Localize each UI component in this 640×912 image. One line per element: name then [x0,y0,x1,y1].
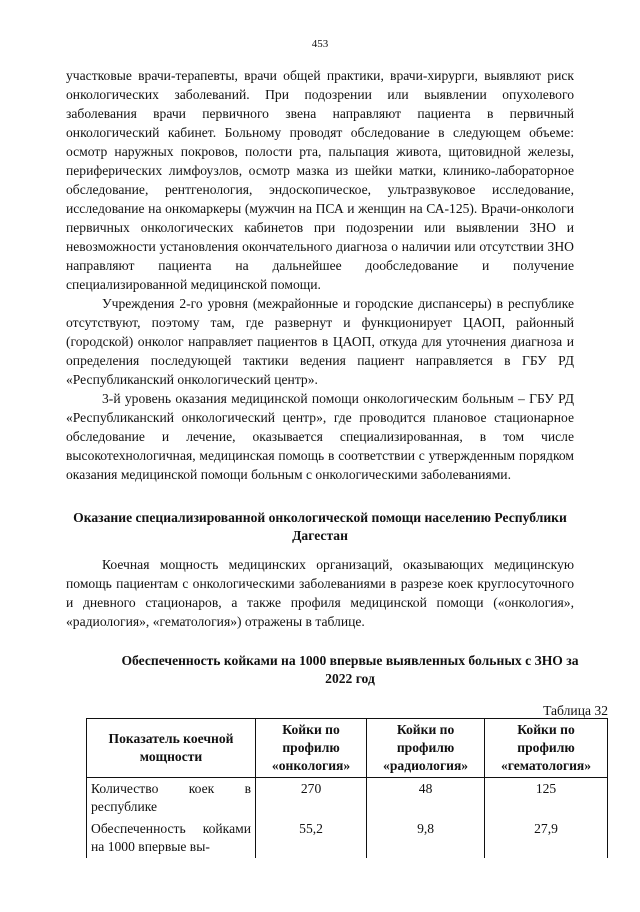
table-row [87,778,608,819]
table-caption: Таблица 32 [543,703,608,718]
table-row [87,818,608,858]
table-header-row [87,719,608,778]
section-paragraph: Коечная мощность медицинских организаций, оказывающих медицинскую помощь пациентам с онкологическими заболеваниями в разрезе коек круглосуточного и дневного стационаров, а также профиля медицинской помощи («онкология», «радиология», «гематология») отражены в таблице. [66,557,574,629]
cell-radiology: 48 [367,778,485,819]
row-label: Количество коек в республике [87,778,256,819]
page-number: 453 [311,38,329,50]
cell-radiology: 9,8 [367,818,485,858]
cell-oncology: 270 [256,778,367,819]
intro-text [66,66,574,484]
section-heading: Оказание специализированной онкологической помощи населению Республики Дагестан [73,510,567,543]
table-heading: Обеспеченность койками на 1000 впервые выявленных больных с ЗНО за 2022 год [121,653,579,686]
header-oncology: Койки по профилю «онкология» [256,719,367,778]
paragraph-2: Учреждения 2-го уровня (межрайонные и городские диспансеры) в республике отсутствуют, поэтому там, где развернут и функционирует ЦАОП, районный (городской) онколог направляет пациентов в ЦАОП, откуда для уточнения диагноза и определения последующей тактики ведения пациент направляется в ГБУ РД «Республиканский онкологический центр». [66,296,574,387]
header-radiology: Койки по профилю «радиология» [367,719,485,778]
header-hematology: Койки по профилю «гематология» [485,719,608,778]
paragraph-1: участковые врачи-терапевты, врачи общей практики, врачи-хирурги, выявляют риск онкологических заболеваний. При подозрении или выявлении опухолевого заболевания врачи первичного звена направляют пациента в первичный онкологический кабинет. Больному проводят обследование в следующем объеме: осмотр наружных покровов, полости рта, пальпация живота, щитовидной железы, периферических лимфоузлов, осмотр мазка из шейки матки, клинико-лабораторное обследование, рентгенология, эндоскопическое, ультразвуковое исследование, исследование на онкомаркеры (мужчин на ПСА и женщин на СА-125). Врачи-онкологи первичных онкологических кабинетов при подозрении или выявлении ЗНО и невозможности установления окончательного диагноза о наличии или отсутствии ЗНО направляют пациента на дальнейшее дообследование и получение специализированной медицинской помощи. [66,68,574,292]
cell-hematology: 27,9 [485,818,608,858]
cell-hematology: 125 [485,778,608,819]
row-label: Обеспеченность койками на 1000 впервые вы- [87,818,256,858]
section-text [66,555,574,631]
beds-table [86,718,608,858]
paragraph-3: 3-й уровень оказания медицинской помощи онкологическим больным – ГБУ РД «Республиканский онкологический центр», где проводится плановое стационарное обследование и лечение, оказывается специализированная, в том числе высокотехнологичная, медицинская помощь в соответствии с утвержденным порядком оказания медицинской помощи больным с онкологическими заболеваниями. [66,391,574,482]
header-indicator: Показатель коечной мощности [87,719,256,778]
cell-oncology: 55,2 [256,818,367,858]
